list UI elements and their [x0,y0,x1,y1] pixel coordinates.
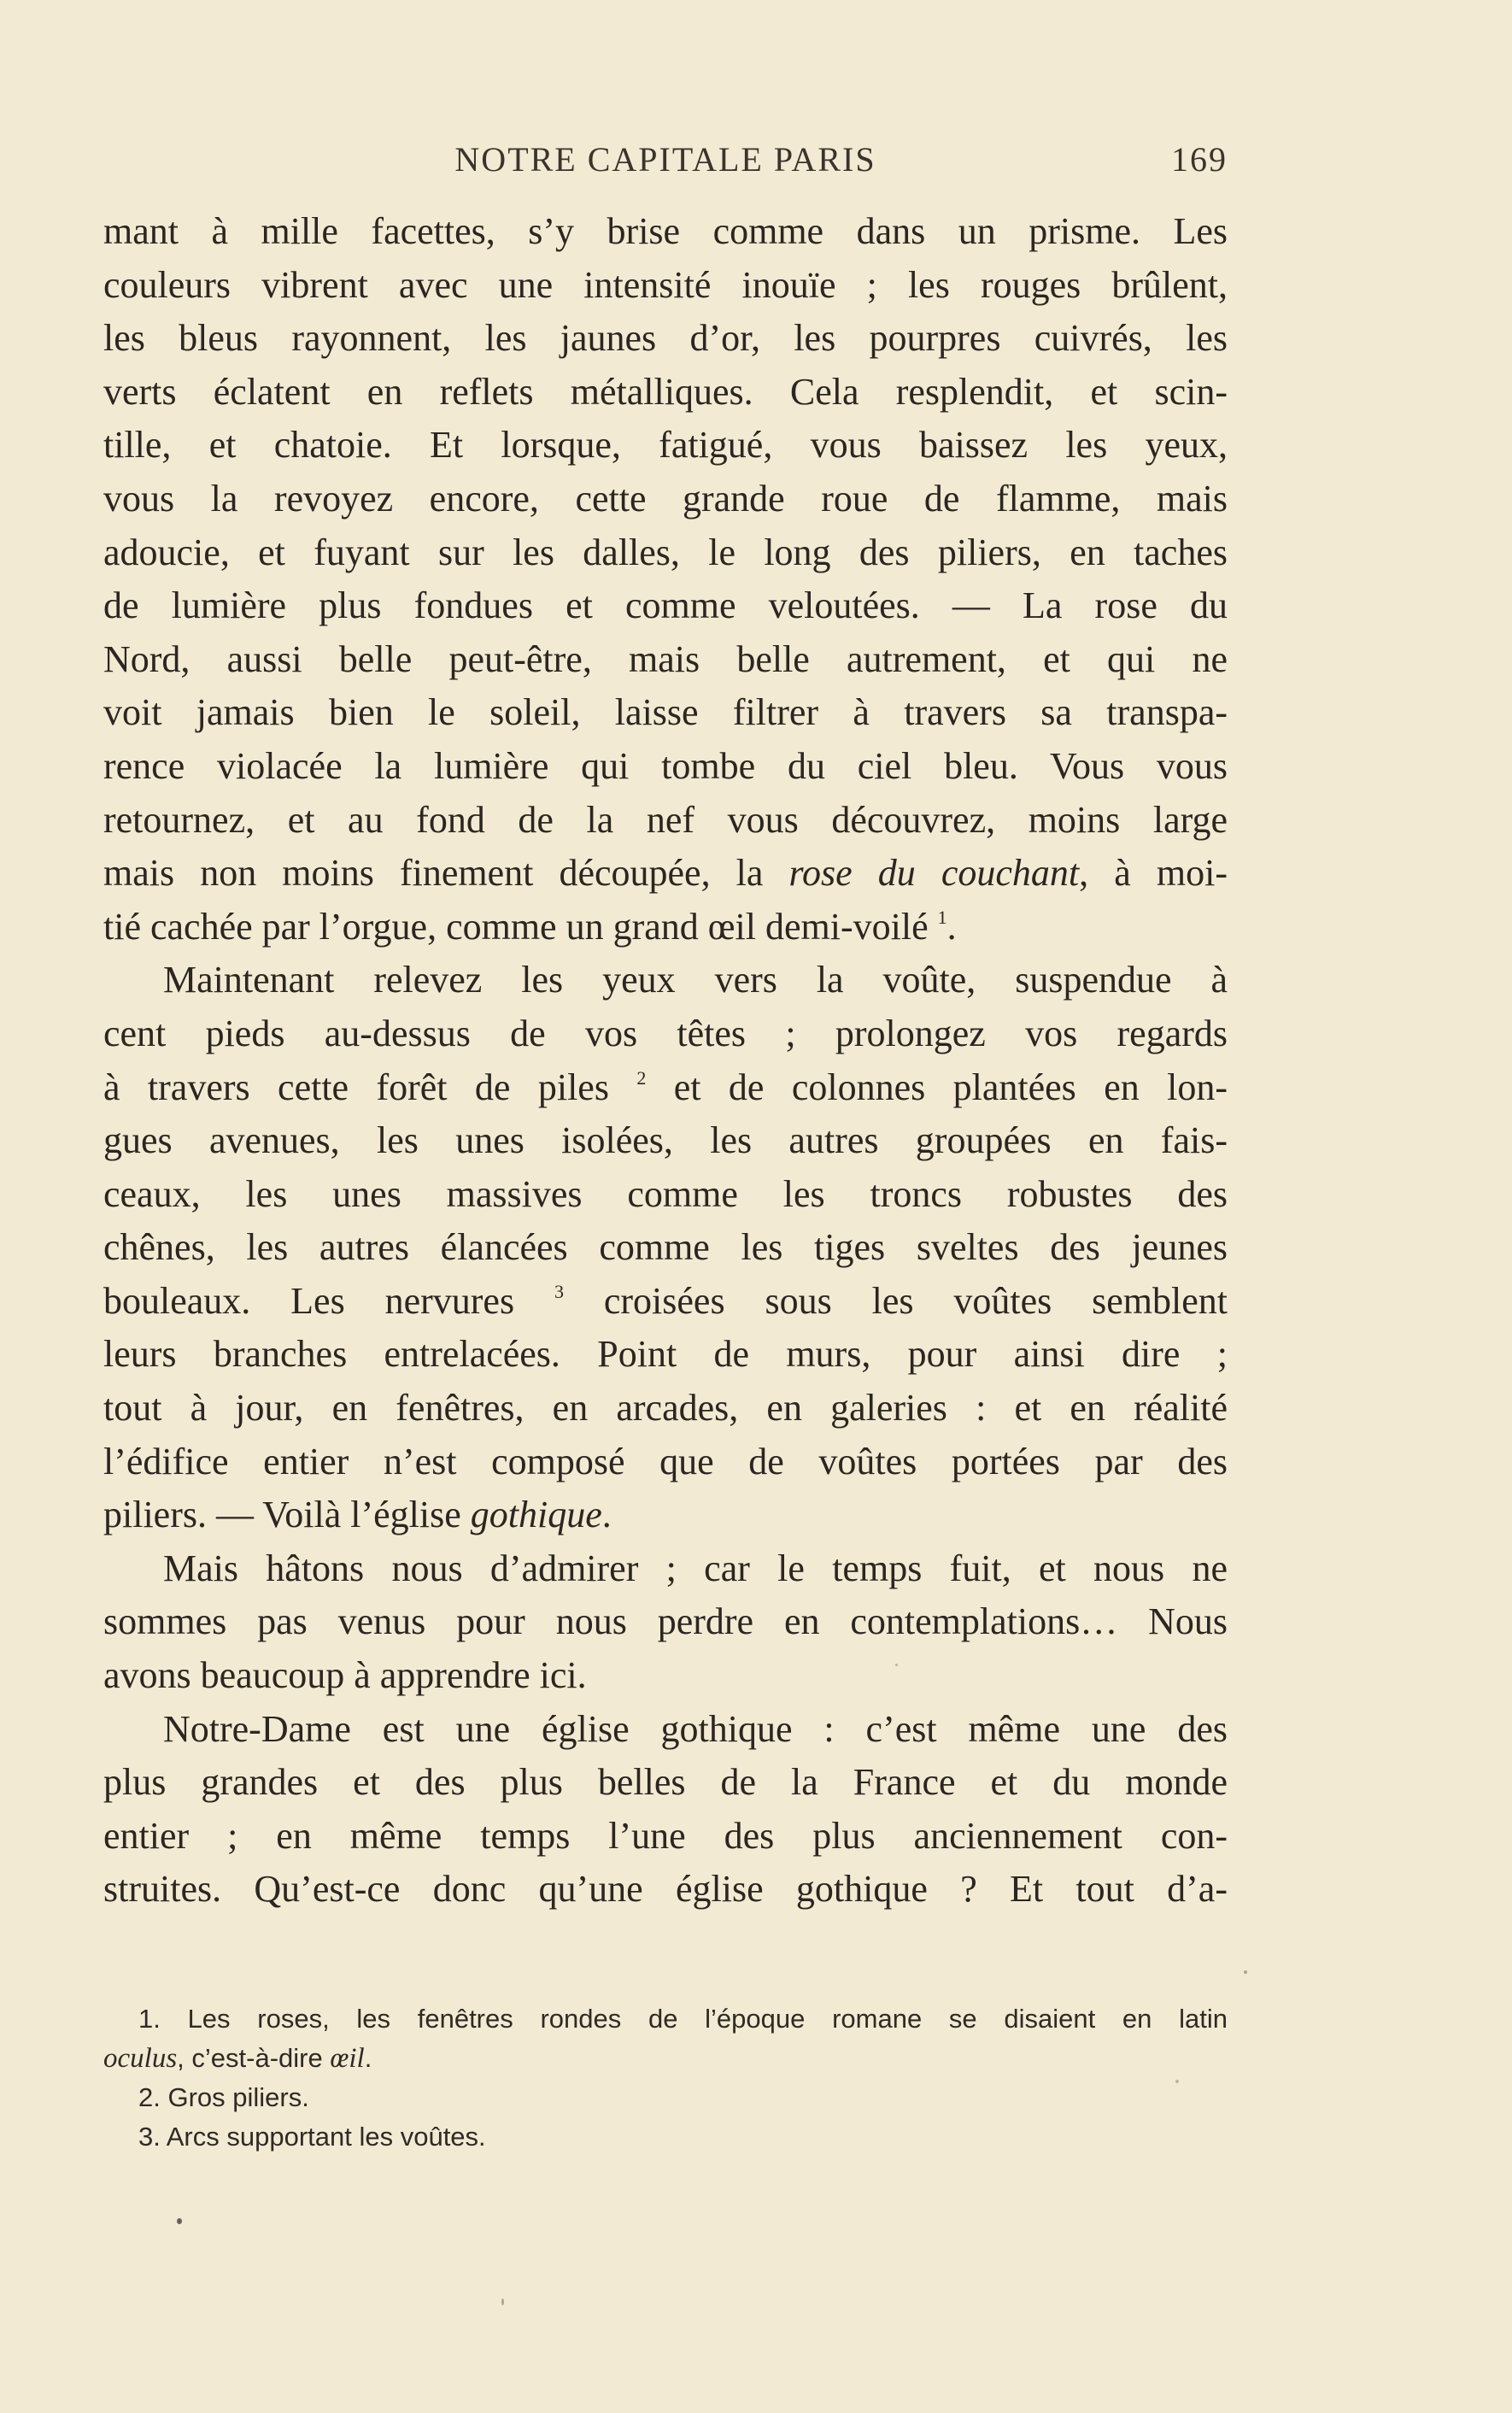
text-line: Nord, aussi belle peut-être, mais belle autrement, et qui ne [103,637,1228,680]
footnote-2: 2. Gros piliers. [138,2082,309,2112]
text-line: retournez, et au fond de la nef vous découvrez, moins large [103,798,1228,841]
text-line: tout à jour, en fenêtres, en arcades, en galeries : et en réalité [103,1387,1228,1430]
text-line: Maintenant relevez les yeux vers la voûte, suspendue à [163,959,1228,1001]
text-line: adoucie, et fuyant sur les dalles, le long des piliers, en taches [103,531,1228,573]
paper-speck [177,2218,182,2224]
text-line: entier ; en même temps l’une des plus anciennement con- [103,1814,1228,1857]
text-line [103,847,1228,901]
text-line: voit jamais bien le soleil, laisse filtrer à travers sa transpa- [103,691,1228,734]
italic-term: œil [330,2043,365,2074]
text-run: et de colonnes plantées en lon- [646,1066,1228,1108]
text-line: vous la revoyez encore, cette grande roue de flamme, mais [103,477,1228,520]
text-run: bouleaux. Les nervures [103,1279,554,1322]
text-run: piliers. — Voilà l’église [103,1494,471,1536]
text-line: chênes, les autres élancées comme les tiges sveltes des jeunes [103,1226,1228,1269]
footnote-ref: 2 [636,1066,647,1089]
paper-speck [895,1664,898,1666]
footnote-1-continuation [103,2039,1228,2078]
text-line: sommes pas venus pour nous perdre en contemplations… Nous [103,1600,1228,1643]
text-line: struites. Qu’est-ce donc qu’une église gothique ? Et tout d’a- [103,1868,1228,1911]
text-run: . [946,905,957,948]
text-run: mais non moins finement découpée, la [103,852,789,895]
text-run: , c’est-à-dire [177,2043,331,2073]
text-run: . [364,2043,372,2073]
text-line [103,1275,1228,1329]
text-line: mant à mille facettes, s’y brise comme dans un prisme. Les [103,210,1228,252]
text-line: rence violacée la lumière qui tombe du ciel bleu. Vous vous [103,744,1228,787]
text-line: avons beaucoup à apprendre ici. [103,1654,587,1697]
running-head [103,139,1228,182]
text-line: tille, et chatoie. Et lorsque, fatigué, vous baissez les yeux, [103,424,1228,467]
footnote-1: 1. Les roses, les fenêtres rondes de l’époque romane se disaient en latin [138,2004,1228,2034]
text-run: croisées sous les voûtes semblent [563,1279,1228,1322]
running-title: NOTRE CAPITALE PARIS [454,140,876,179]
text-line [103,1061,1228,1115]
footnote-ref: 3 [554,1280,564,1302]
text-line: Notre-Dame est une église gothique : c’est même une des [163,1707,1228,1750]
text-line [103,901,1228,954]
paper-speck [1175,2080,1179,2083]
text-run: . [601,1494,612,1536]
footnotes [103,1999,1228,2157]
text-line: verts éclatent en reflets métalliques. Cela resplendit, et scin- [103,370,1228,413]
text-line: ceaux, les unes massives comme les troncs robustes des [103,1172,1228,1215]
text-line: les bleus rayonnent, les jaunes d’or, les pourpres cuivrés, les [103,317,1228,360]
text-line: leurs branches entrelacées. Point de murs, pour ainsi dire ; [103,1333,1228,1376]
text-line: couleurs vibrent avec une intensité inouïe ; les rouges brûlent, [103,263,1228,306]
text-run: tié cachée par l’orgue, comme un grand œil demi-voilé [103,905,938,948]
text-line: l’édifice entier n’est composé que de voûtes portées par des [103,1440,1228,1482]
body-text [103,205,1228,1917]
paper-speck [1244,1970,1247,1974]
footnote-ref: 1 [937,906,947,928]
text-line: cent pieds au-dessus de vos têtes ; prolongez vos regards [103,1012,1228,1054]
text-run: , à moi- [1079,852,1228,895]
text-run: à travers cette forêt de piles [103,1066,637,1108]
text-line: gues avenues, les unes isolées, les autres groupées en fais- [103,1119,1228,1162]
italic-term: gothique [470,1494,602,1536]
italic-term: rose du couchant [788,852,1080,895]
text-line [103,1488,1228,1542]
italic-term: oculus [103,2043,178,2074]
footnote-3: 3. Arcs supportant les voûtes. [138,2122,486,2152]
text-line: plus grandes et des plus belles de la France et du monde [103,1761,1228,1804]
paper-speck [501,2299,504,2305]
page-number: 169 [1171,140,1228,179]
text-line: de lumière plus fondues et comme veloutées. — La rose du [103,584,1228,627]
text-line: Mais hâtons nous d’admirer ; car le temps fuit, et nous ne [163,1547,1228,1589]
